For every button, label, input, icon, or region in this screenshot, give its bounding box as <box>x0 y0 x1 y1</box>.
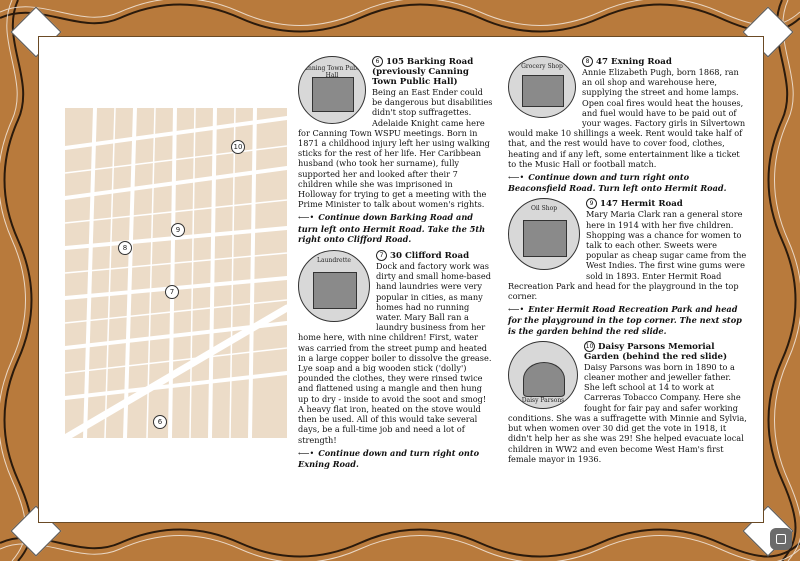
map-marker-9: 9 <box>171 223 185 237</box>
stop-6 <box>298 56 493 244</box>
stop-number: 9 <box>586 198 597 209</box>
stop-body: Mary Maria Clark ran a general store here in 1914 with her five children. Shopping was a chance for women to talk to each other. Sweets were popular as cheap sugar came from the West Indies. The first wine gums were sold in 1893. Enter Hermit Road Recreation Park and head for the playground in the top corner. <box>508 209 747 302</box>
map-marker-8: 8 <box>118 241 132 255</box>
stop-title-text: 147 Hermit Road <box>600 199 683 210</box>
stop-direction: ⟵• Continue down and turn right onto Beaconsfield Road. Turn left onto Hermit Road. <box>508 172 727 194</box>
stop-7 <box>298 250 493 469</box>
stop-number: 7 <box>376 250 387 261</box>
stop-title-text: 47 Exning Road <box>596 57 672 67</box>
arrow-icon: ⟵• <box>508 305 525 315</box>
hall-coin-icon <box>298 56 366 124</box>
stop-title-text: 30 Clifford Road <box>390 251 470 262</box>
laundrette-coin-icon <box>298 250 370 322</box>
route-map <box>65 108 287 438</box>
map-marker-10: 10 <box>231 140 245 154</box>
stop-number: 10 <box>585 342 594 350</box>
stop-direction: ⟵• Continue down and turn right onto Exning Road. <box>298 447 480 469</box>
stop-direction: ⟵• Continue down Barking Road and turn left onto Hermit Road. Take the 5th right onto Clifford Road. <box>298 212 486 244</box>
coin-label: Laundrette <box>317 257 351 265</box>
stop-body: Daisy Parsons was born in 1890 to a cleaner mother and jeweller father. She left school at 14 to work at Carreras Tobacco Company. Here she fought for fair pay and safer working conditions. She was a suffragette with Minnie and Sylvia, but when women over 30 did get the vote in 1918, it didn't help her as she was 29! She helped evacuate local children in WW2 and even become West Ham's first female mayor in 1936. <box>508 361 747 464</box>
coin-label: Daisy Parsons <box>521 396 565 404</box>
coin-label: Canning Town Public Hall <box>299 65 365 79</box>
column-middle <box>298 56 493 469</box>
column-right <box>508 56 748 464</box>
map-marker-7: 7 <box>165 285 179 299</box>
street-lines <box>65 108 287 438</box>
arrow-icon: ⟵• <box>298 448 315 458</box>
stop-body: Being an East Ender could be dangerous but disabilities didn't stop suffragettes. Adelaide Knight came here for Canning Town WSPU meetings. Born in 1871 a childhood injury left her using walking sticks for the rest of her life. Her Caribbean husband (who took her surname), fully supported her and looked after their 7 children while she was imprisoned in Holloway for trying to get a meeting with the Prime Minister to talk about women's rights. <box>298 87 493 210</box>
stop-body: Annie Elizabeth Pugh, born 1868, ran an oil shop and warehouse here, supplying the street and home lamps. Open coal fires would heat the houses, and fuel would have to be paid out of your wages. Factory girls in Silvertown would make 10 shillings a week. Rent would take half of that, and the rest would have to cover food, clothes, heating and if any left, some entertainment like a ticket to the Music Hall or football match. <box>508 67 746 169</box>
stop-10 <box>508 341 748 464</box>
coin-label: Oil Shop <box>530 205 558 213</box>
stop-title-text: 105 Barking Road (previously Canning Town Public Hall) <box>372 57 474 87</box>
arrow-icon: ⟵• <box>298 213 315 223</box>
map-marker-6: 6 <box>153 415 167 429</box>
grocery-coin-icon <box>508 56 576 118</box>
portrait-coin-icon <box>508 341 578 409</box>
arrow-icon: ⟵• <box>508 173 525 183</box>
oil-shop-coin-icon <box>508 198 580 270</box>
stop-9 <box>508 198 748 335</box>
stop-direction: ⟵• Enter Hermit Road Recreation Park and head for the playground in the top corner. The next stop is the garden behind the red slide. <box>508 304 742 336</box>
stop-8 <box>508 56 748 193</box>
page-view-icon[interactable] <box>770 528 792 550</box>
stop-title-text: Daisy Parsons Memorial Garden (behind the red slide) <box>584 341 728 362</box>
stop-number: 8 <box>582 56 593 67</box>
stop-body: Dock and factory work was dirty and small home-based hand laundries were very popular in cities, as many homes had no running water. Mary Ball ran a laundry business from her home here, with nine children! First, water was carried from the street pump and heated in a large copper boiler to dissolve the grease. Lye soap and a big wooden stick ('dolly') pounded the clothes, they were rinsed twice and flattened using a mangle and then hung up to dry - inside to avoid the soot and smog! A heavy flat iron, heated on the stove would then be used. All of this would take several days, be a full-time job and need a lot of strength! <box>298 261 492 445</box>
coin-label: Grocery Shop <box>521 63 563 70</box>
stop-number: 6 <box>372 56 383 67</box>
